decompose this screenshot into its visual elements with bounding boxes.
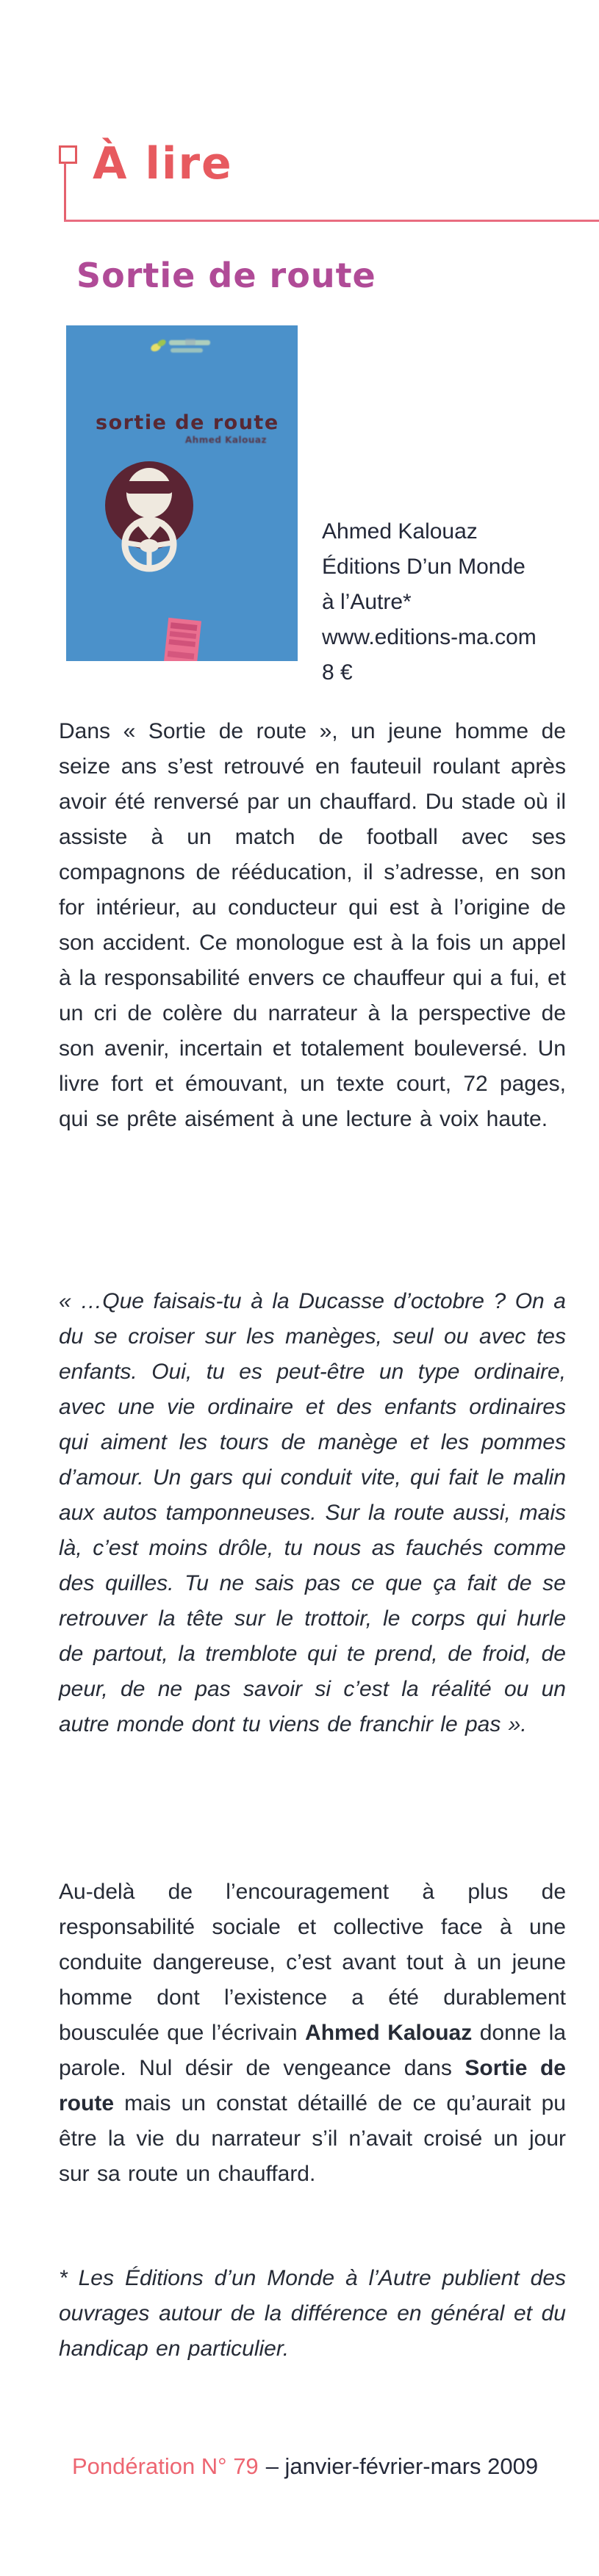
- paragraph-text: mais un constat détaillé de ce qu’aurait pu être la vie du narrateur s’il n’avait croisé un jour sur sa route un chauffard.: [59, 2091, 566, 2186]
- review-quote: « …Que faisais-tu à la Ducasse d’octobre ? On a du se croiser sur les manèges, seul ou avec tes enfants. Oui, tu es peut-être un type ordinaire, avec une vie ordinaire et des enfants ordinaires qui aiment les tours de manège et les pommes d’amour. Un gars qui conduit vite, qui fait le malin aux autos tamponneuses. Sur la route aussi, mais là, c’est moins drôle, tu nous as fauchés comme des quilles. Tu ne sais pas ce que ça fait de se retrouver la tête sur le trottoir, le corps qui hurle de partout, la tremblote qui te prend, de froid, de peur, de ne pas savoir si c’est la réalité ou un autre monde dont tu viens de franchir le pas ».: [59, 1289, 566, 1736]
- logo-mark: [185, 339, 196, 345]
- journal-name: Pondération N° 79: [72, 2453, 259, 2479]
- article-title: Sortie de route: [76, 256, 376, 295]
- author-name-bold: Ahmed Kalouaz: [305, 2021, 473, 2045]
- book-publisher-line1: Éditions D’un Monde: [322, 555, 526, 579]
- book-publisher-line2: à l’Autre*: [322, 590, 412, 614]
- review-footnote: * Les Éditions d’un Monde à l’Autre publient des ouvrages autour de la différence en général et du handicap en particulier.: [59, 2266, 566, 2361]
- book-author: Ahmed Kalouaz: [322, 519, 478, 544]
- page-footer: [72, 2452, 538, 2481]
- book-website: www.editions-ma.com: [322, 625, 537, 649]
- cover-author-text: Ahmed Kalouaz: [184, 435, 267, 445]
- price-stamp: [164, 618, 201, 661]
- review-paragraph-1: Dans « Sortie de route », un jeune homme de seize ans s’est retrouvé en fauteuil roulant après avoir été renversé par un chauffard. Du stade où il assiste à un match de football avec ses compagnons de rééducation, il s’adresse, en son for intérieur, au conducteur qui est à l’origine de son accident. Ce monologue est à la fois un appel à la responsabilité envers ce chauffeur qui a fui, et un cri de colère du narrateur à la perspective de son avenir, incertain et totalement bouleversé. Un livre fort et émouvant, un texte court, 72 pages, qui se prête aisément à une lecture à voix haute.: [59, 719, 566, 1131]
- paragraph-text: Au-delà de l’encouragement à plus de responsabilité sociale et collective face à une conduite dangereuse, c’est avant tout à un jeune homme dont l’existence a été durablement bousculée que l’écrivain: [59, 1880, 566, 2045]
- section-title: À lire: [93, 138, 233, 190]
- paragraph-text: donne la parole. Nul désir de vengeance dans: [59, 2021, 566, 2080]
- issue-date: – janvier-février-mars 2009: [265, 2453, 539, 2479]
- sunglasses-icon: [126, 481, 173, 494]
- review-paragraph-2: [59, 1875, 566, 2192]
- book-cover-image: [66, 325, 298, 661]
- logo-text-line: [171, 348, 203, 353]
- book-title-bold: Sortie de route: [59, 2056, 566, 2115]
- book-info: [322, 514, 575, 690]
- section-rule-line: [64, 220, 599, 222]
- section-connector-line: [64, 162, 66, 221]
- book-price: 8 €: [322, 660, 353, 685]
- cover-title: sortie de route: [96, 411, 279, 434]
- section-marker-square-icon: [59, 145, 77, 164]
